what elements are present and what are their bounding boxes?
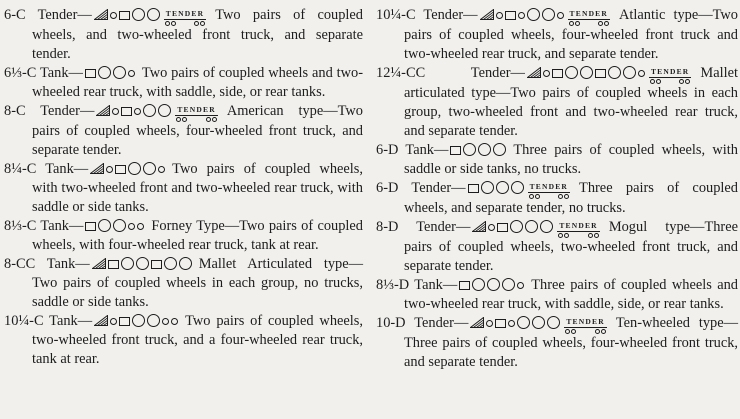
- tender-wheel-icon: [569, 21, 574, 26]
- cylinder-icon: [108, 260, 119, 269]
- tender-wheel-icon: [206, 117, 211, 122]
- tender-symbol: [568, 10, 610, 26]
- tender-wheel-pair: [588, 233, 599, 238]
- tender-wheel-pair: [176, 117, 187, 122]
- column-right: [376, 6, 738, 372]
- cylinder-icon: [497, 223, 508, 232]
- pilot-icon: [94, 9, 108, 20]
- locomotive-entry: [376, 314, 738, 372]
- driving-wheel-icon: [542, 8, 555, 21]
- pilot-icon: [527, 67, 541, 78]
- tender-wheel-icon: [171, 21, 176, 26]
- driving-wheel-icon: [565, 66, 578, 79]
- driving-wheel-icon: [136, 257, 149, 270]
- class-label: 8⅓-C Tank—: [4, 218, 84, 234]
- entry-description: Forney Type—Two pairs of coupled wheels, with four-wheeled rear truck, tank at rear.: [32, 218, 363, 253]
- driving-wheel-icon: [527, 8, 540, 21]
- tender-symbol: [175, 106, 217, 122]
- driving-wheel-icon: [147, 314, 160, 327]
- wheel-diagram: [93, 313, 179, 329]
- tender-label: TENDER: [559, 221, 598, 230]
- pilot-icon: [480, 9, 494, 20]
- cylinder-icon: [495, 319, 506, 328]
- tender-wheel-pair: [529, 194, 540, 199]
- tender-wheel-icon: [564, 233, 569, 238]
- tender-wheel-icon: [588, 233, 593, 238]
- driving-wheel-icon: [547, 316, 560, 329]
- tender-wheel-icon: [565, 329, 570, 334]
- tender-wheel-icon: [564, 194, 569, 199]
- entry-description: Three pairs of coupled wheels, with saddle or side tanks, no trucks.: [404, 142, 738, 177]
- tender-wheel-pair: [558, 233, 569, 238]
- cylinder-icon: [595, 69, 606, 78]
- tender-symbol: [564, 318, 606, 334]
- locomotive-entry: [376, 179, 738, 218]
- tender-wheel-icon: [558, 194, 563, 199]
- class-label: 10-D Tender—: [376, 315, 469, 331]
- wheel-diagram: [89, 161, 166, 177]
- tender-label: TENDER: [569, 9, 609, 18]
- class-label: 8-CC Tank—: [4, 256, 90, 272]
- locomotive-entry: [4, 312, 363, 369]
- tender-symbol: [164, 10, 206, 26]
- cylinder-icon: [115, 165, 126, 174]
- tender-label: TENDER: [566, 317, 605, 326]
- driving-wheel-icon: [113, 219, 126, 232]
- driving-wheel-icon: [496, 181, 509, 194]
- driving-wheel-icon: [463, 143, 476, 156]
- entry-description: American type—Two pairs of coupled wheels, four-wheeled front truck, and separate tender.: [32, 103, 363, 158]
- truck-wheel-icon: [488, 224, 495, 231]
- entry-description: Two pairs of coupled wheels, two-wheeled front truck, and a four-wheeled rear truck, tank at rear.: [32, 313, 363, 367]
- wheel-diagram: [469, 315, 609, 331]
- tender-wheels: [164, 20, 206, 26]
- driving-wheel-icon: [525, 220, 538, 233]
- driving-wheel-icon: [511, 181, 524, 194]
- driving-wheel-icon: [517, 316, 530, 329]
- tender-symbol: [649, 68, 691, 84]
- tender-wheel-pair: [165, 21, 176, 26]
- driving-wheel-icon: [478, 143, 491, 156]
- wheel-diagram: [91, 256, 193, 272]
- column-left: [4, 6, 363, 369]
- tender-wheel-icon: [604, 21, 609, 26]
- truck-wheel-icon: [128, 223, 135, 230]
- truck-wheel-icon: [486, 320, 493, 327]
- entry-description: Mallet Articulated type—Two pairs of coupled wheels in each group, no trucks, saddle or side tanks.: [32, 256, 363, 310]
- tender-label: TENDER: [177, 105, 216, 114]
- locomotive-entry: [376, 64, 738, 141]
- tender-wheel-icon: [535, 194, 540, 199]
- truck-wheel-icon: [112, 108, 119, 115]
- tender-wheel-icon: [529, 194, 534, 199]
- tender-wheel-icon: [656, 79, 661, 84]
- pilot-icon: [90, 163, 104, 174]
- class-label: 6-D Tender—: [376, 180, 466, 196]
- tender-label: TENDER: [650, 67, 690, 76]
- tender-wheels: [528, 193, 570, 199]
- driving-wheel-icon: [623, 66, 636, 79]
- truck-wheel-icon: [557, 12, 564, 19]
- driving-wheel-icon: [502, 278, 515, 291]
- pilot-icon: [96, 105, 110, 116]
- pilot-icon: [94, 315, 108, 326]
- tender-wheel-pair: [194, 21, 205, 26]
- truck-wheel-icon: [137, 223, 144, 230]
- truck-wheel-icon: [134, 108, 141, 115]
- tender-wheel-icon: [598, 21, 603, 26]
- driving-wheel-icon: [179, 257, 192, 270]
- class-label: 12¼-CC Tender—: [376, 65, 525, 81]
- driving-wheel-icon: [164, 257, 177, 270]
- entry-description: Mallet articulated type—Two pairs of coupled wheels in each group, two-wheeled front and two-wheeled rear truck, and separate tender.: [404, 65, 738, 139]
- tender-wheel-icon: [595, 329, 600, 334]
- driving-wheel-icon: [481, 181, 494, 194]
- wheel-diagram: [84, 218, 145, 234]
- class-label: 6-C Tender—: [4, 7, 92, 23]
- tender-wheel-pair: [206, 117, 217, 122]
- tender-wheel-pair: [569, 21, 580, 26]
- tender-wheel-icon: [176, 117, 181, 122]
- class-label: 6-D Tank—: [376, 142, 449, 158]
- driving-wheel-icon: [143, 162, 156, 175]
- truck-wheel-icon: [171, 318, 178, 325]
- tender-wheel-icon: [650, 79, 655, 84]
- truck-wheel-icon: [106, 166, 113, 173]
- tender-wheel-pair: [679, 79, 690, 84]
- tender-wheel-icon: [685, 79, 690, 84]
- tender-wheel-icon: [182, 117, 187, 122]
- driving-wheel-icon: [143, 104, 156, 117]
- driving-wheel-icon: [487, 278, 500, 291]
- locomotive-entry: [4, 160, 363, 217]
- tender-wheel-icon: [200, 21, 205, 26]
- tender-wheel-pair: [595, 329, 606, 334]
- driving-wheel-icon: [147, 8, 160, 21]
- wheel-diagram: [93, 7, 209, 23]
- wheel-diagram: [84, 65, 136, 81]
- wheel-diagram: [95, 103, 220, 119]
- class-label: 8⅓-D Tank—: [376, 277, 458, 293]
- cylinder-icon: [85, 69, 96, 78]
- entry-description: Mogul type—Three pairs of coupled wheels, two-wheeled front truck, and separate tender.: [404, 219, 738, 274]
- driving-wheel-icon: [128, 162, 141, 175]
- class-label: 8¼-C Tank—: [4, 161, 89, 177]
- class-label: 6⅓-C Tank—: [4, 65, 83, 81]
- cylinder-icon: [459, 281, 470, 290]
- truck-wheel-icon: [543, 70, 550, 77]
- class-label: 8-C Tender—: [4, 103, 95, 119]
- driving-wheel-icon: [510, 220, 523, 233]
- wheel-diagram: [479, 7, 613, 23]
- truck-wheel-icon: [638, 70, 645, 77]
- tender-wheel-pair: [650, 79, 661, 84]
- tender-wheel-icon: [558, 233, 563, 238]
- driving-wheel-icon: [540, 220, 553, 233]
- tender-symbol: [557, 222, 599, 238]
- locomotive-entry: [376, 141, 738, 179]
- driving-wheel-icon: [472, 278, 485, 291]
- driving-wheel-icon: [580, 66, 593, 79]
- wheel-diagram: [449, 142, 507, 158]
- tender-wheel-icon: [194, 21, 199, 26]
- tender-wheel-icon: [575, 21, 580, 26]
- wheel-diagram: [471, 219, 602, 235]
- tender-wheels: [175, 116, 217, 122]
- class-label: 8-D Tender—: [376, 219, 471, 235]
- locomotive-entry: [4, 255, 363, 312]
- cylinder-icon: [119, 11, 130, 20]
- truck-wheel-icon: [496, 12, 503, 19]
- tender-wheels: [564, 328, 606, 334]
- tender-symbol: [528, 183, 570, 199]
- truck-wheel-icon: [110, 12, 117, 19]
- tender-wheels: [568, 20, 610, 26]
- driving-wheel-icon: [493, 143, 506, 156]
- cylinder-icon: [151, 260, 162, 269]
- tender-wheel-icon: [594, 233, 599, 238]
- driving-wheel-icon: [132, 8, 145, 21]
- truck-wheel-icon: [110, 318, 117, 325]
- locomotive-entry: [4, 64, 363, 102]
- truck-wheel-icon: [162, 318, 169, 325]
- driving-wheel-icon: [98, 219, 111, 232]
- tender-wheel-icon: [165, 21, 170, 26]
- truck-wheel-icon: [128, 70, 135, 77]
- driving-wheel-icon: [121, 257, 134, 270]
- locomotive-entry: [376, 276, 738, 314]
- driving-wheel-icon: [132, 314, 145, 327]
- tender-wheel-pair: [558, 194, 569, 199]
- tender-wheel-pair: [565, 329, 576, 334]
- tender-wheel-icon: [571, 329, 576, 334]
- class-label: 10¼-C Tender—: [376, 7, 478, 23]
- truck-wheel-icon: [158, 166, 165, 173]
- cylinder-icon: [552, 69, 563, 78]
- tender-wheel-icon: [601, 329, 606, 334]
- cylinder-icon: [119, 317, 130, 326]
- driving-wheel-icon: [158, 104, 171, 117]
- truck-wheel-icon: [518, 12, 525, 19]
- pilot-icon: [472, 221, 486, 232]
- wheel-diagram: [526, 65, 694, 81]
- entry-description: Atlantic type—Two pairs of coupled wheels, four-wheeled front truck and two-wheeled rear truck, and separate tender.: [404, 7, 738, 62]
- tender-label: TENDER: [529, 182, 569, 191]
- tender-wheels: [649, 78, 691, 84]
- cylinder-icon: [85, 222, 96, 231]
- pilot-icon: [470, 317, 484, 328]
- cylinder-icon: [450, 146, 461, 155]
- entry-description: Two pairs of coupled wheels and two-wheeled rear truck, with saddle, side, or rear tanks.: [32, 65, 363, 100]
- entry-description: Two pairs of coupled wheels, with two-wheeled front and two-wheeled rear truck, with saddle or side tanks.: [32, 161, 363, 215]
- truck-wheel-icon: [517, 282, 524, 289]
- tender-wheel-icon: [679, 79, 684, 84]
- driving-wheel-icon: [98, 66, 111, 79]
- entry-description: Ten-wheeled type—Three pairs of coupled wheels, four-wheeled front truck, and separate tender.: [404, 315, 738, 370]
- driving-wheel-icon: [532, 316, 545, 329]
- driving-wheel-icon: [608, 66, 621, 79]
- truck-wheel-icon: [508, 320, 515, 327]
- tender-wheel-icon: [212, 117, 217, 122]
- wheel-diagram: [458, 277, 525, 293]
- wheel-diagram: [467, 180, 573, 196]
- cylinder-icon: [505, 11, 516, 20]
- tender-label: TENDER: [165, 9, 205, 18]
- tender-wheels: [557, 232, 599, 238]
- driving-wheel-icon: [113, 66, 126, 79]
- locomotive-entry: [376, 218, 738, 276]
- cylinder-icon: [468, 184, 479, 193]
- cylinder-icon: [121, 107, 132, 116]
- entry-description: Three pairs of coupled wheels, and separate tender, no trucks.: [404, 180, 738, 216]
- pilot-icon: [92, 258, 106, 269]
- entry-description: Three pairs of coupled wheels and two-wheeled rear truck, with saddle, side, or rear tanks.: [404, 277, 739, 312]
- locomotive-entry: [4, 102, 363, 160]
- entry-description: Two pairs of coupled wheels, and two-wheeled front truck, and separate tender.: [32, 7, 364, 62]
- locomotive-entry: [4, 6, 363, 64]
- tender-wheel-pair: [598, 21, 609, 26]
- class-label: 10¼-C Tank—: [4, 313, 93, 329]
- locomotive-entry: [376, 6, 738, 64]
- locomotive-entry: [4, 217, 363, 255]
